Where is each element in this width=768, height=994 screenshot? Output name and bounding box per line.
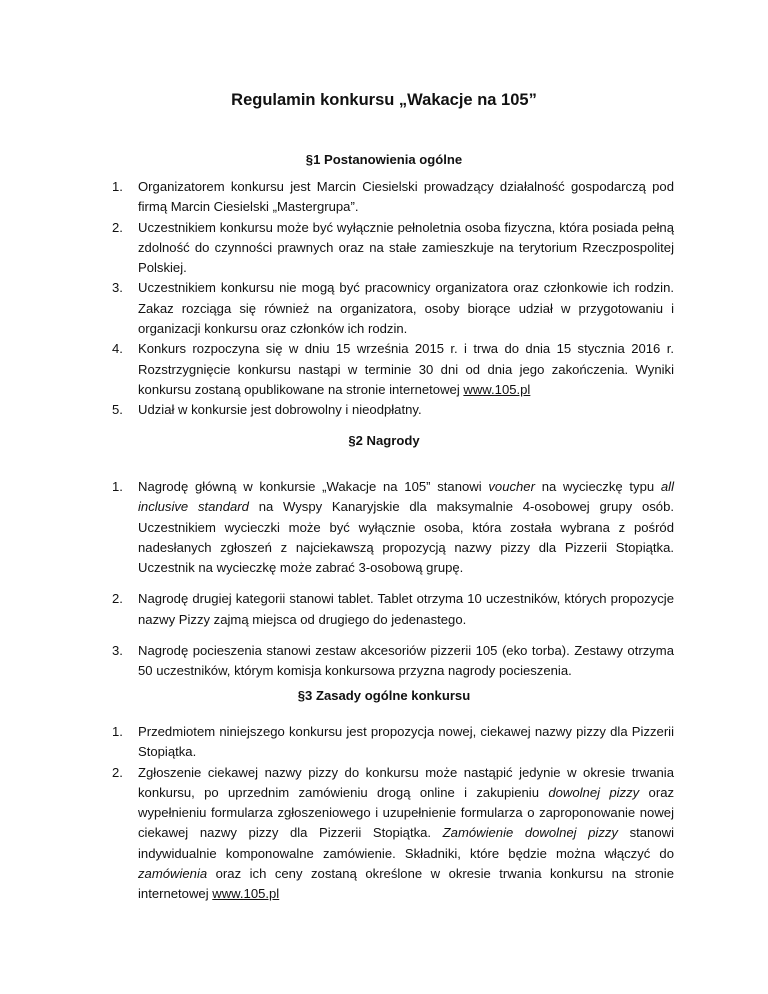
item-text: stanowi indywidualnie komponowalne zamówienie. Składniki, które będzie można włączyć do: [138, 825, 674, 861]
item-number: 1.: [112, 479, 123, 494]
section-3-list: [112, 722, 674, 905]
item-text: na Wyspy Kanaryjskie dla maksymalnie 4-osobowej grupy osób. Uczestnikiem wycieczki może być wyłącznie osoba, która została wybrana z pośród nadesłanych zgłoszeń z najciekawszą propozycją nazwy pizzy dla Pizzerii Stopiątka. Uczestnik na wycieczkę może zabrać 3-osobową grupę.: [138, 499, 675, 576]
section-2-heading: §2 Nagrody: [348, 433, 420, 448]
item-number: 1.: [112, 724, 123, 739]
list-item: [112, 218, 674, 279]
section-2-list: [112, 477, 674, 682]
item-number: 1.: [112, 179, 123, 194]
item-number: 2.: [112, 219, 123, 235]
item-text: Uczestnikiem konkursu nie mogą być pracownicy organizatora oraz członkowie ich rodzin. Zakaz rozciąga się również na organizatora, osoby biorące udział w przygotowaniu i organizacji konkursu oraz członków ich rodzin.: [138, 280, 674, 337]
item-number: 2.: [112, 764, 123, 780]
list-item: [112, 477, 674, 578]
item-emphasis: all inclusive standard: [138, 479, 674, 515]
item-text: Udział w konkursie jest dobrowolny i nieodpłatny.: [138, 402, 422, 418]
item-number: 3.: [112, 643, 123, 659]
item-number: 4.: [112, 341, 123, 357]
item-number: 3.: [112, 280, 123, 296]
list-item: [112, 177, 674, 218]
item-emphasis: zamówienia: [138, 866, 208, 882]
item-emphasis: dowolnej pizzy: [548, 784, 640, 800]
item-text: Konkurs rozpoczyna się w dniu 15 września 2015 r. i trwa do dnia 15 stycznia 2016 r. Rozstrzygnięcie konkursu nastąpi w terminie 30 dni od dnia jego zakończenia. Wyniki konkursu zostaną opublikowane na stronie internetowej: [138, 341, 674, 397]
item-text: Nagrodę główną w konkursie „Wakacje na 105” stanowi: [138, 479, 489, 494]
list-item: [112, 763, 674, 905]
list-item: [112, 589, 674, 630]
list-item: [112, 278, 674, 339]
item-text: Przedmiotem niniejszego konkursu jest propozycja nowej, ciekawej nazwy pizzy dla Pizzerii Stopiątka.: [138, 724, 674, 760]
section-3-heading: §3 Zasady ogólne konkursu: [297, 688, 471, 703]
item-text: oraz ich ceny zostaną określone w okresie trwania konkursu na stronie internetowej: [138, 866, 674, 902]
item-text: Organizatorem konkursu jest Marcin Ciesielski prowadzący działalność gospodarczą pod firmą Marcin Ciesielski „Mastergrupa”.: [138, 179, 674, 215]
website-link[interactable]: www.105.pl: [463, 381, 531, 397]
item-number: 5.: [112, 402, 123, 418]
section-1-list: [112, 177, 674, 421]
document-title: Regulamin konkursu „Wakacje na 105”: [231, 91, 537, 109]
list-item: [112, 400, 674, 420]
item-number: 2.: [112, 591, 123, 607]
list-item: [112, 641, 674, 682]
item-text: oraz wypełnieniu formularza zgłoszeniowego i uzupełnienie formularza o zaproponowanie nowej ciekawej nazwy pizzy dla Pizzerii Stopiątka.: [138, 784, 675, 841]
section-1-heading: §1 Postanowienia ogólne: [305, 152, 463, 167]
list-item: [112, 722, 674, 763]
item-emphasis: voucher: [488, 479, 535, 494]
website-link[interactable]: www.105.pl: [212, 886, 280, 902]
item-text: Zgłoszenie ciekawej nazwy pizzy do konkursu może nastąpić jedynie w okresie trwania konkursu, po uprzednim zamówieniu drogą online i zakupieniu: [138, 764, 674, 800]
item-text: na wycieczkę typu: [534, 479, 661, 494]
item-emphasis: Zamówienie dowolnej pizzy: [442, 825, 618, 841]
item-text: Uczestnikiem konkursu może być wyłącznie pełnoletnia osoba fizyczna, która posiada pełną zdolność do czynności prawnych oraz na stałe zamieszkuje na terytorium Rzeczpospolitej Polskiej.: [138, 219, 674, 276]
list-item: [112, 339, 674, 400]
item-text: Nagrodę drugiej kategorii stanowi tablet. Tablet otrzyma 10 uczestników, których propozycje nazwy Pizzy zajmą miejsca od drugiego do jedenastego.: [138, 591, 674, 627]
item-text: Nagrodę pocieszenia stanowi zestaw akcesoriów pizzerii 105 (eko torba). Zestawy otrzyma 50 uczestników, którym komisja konkursowa przyzna nagrody pocieszenia.: [138, 643, 674, 679]
